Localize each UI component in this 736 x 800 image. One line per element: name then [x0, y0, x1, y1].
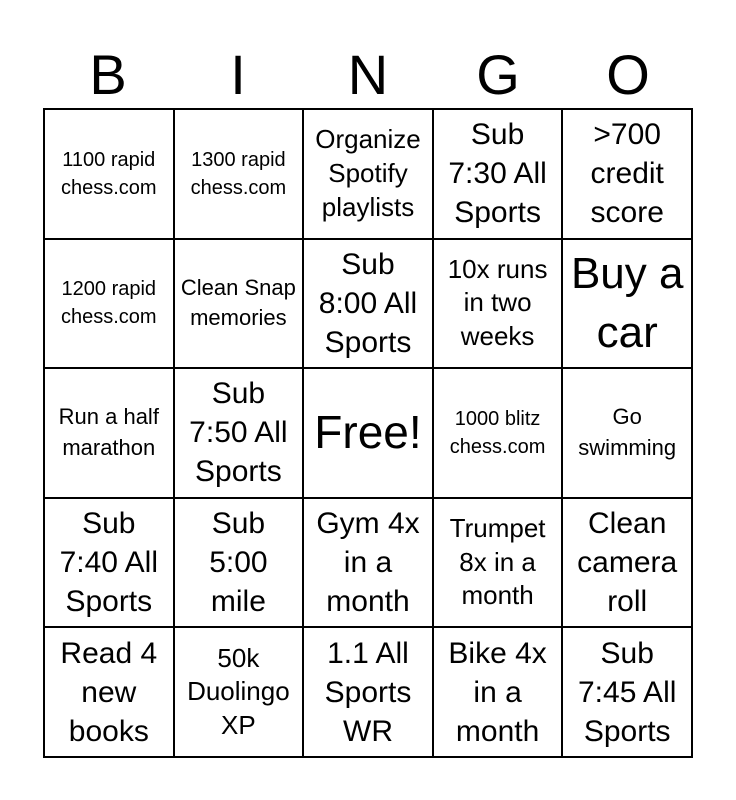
bingo-cell-r5c2[interactable]: 50k Duolingo XP	[174, 627, 304, 757]
bingo-cell-r2c4[interactable]: 10x runs in two weeks	[433, 239, 563, 369]
bingo-cell-r3c1[interactable]: Run a half marathon	[44, 368, 174, 498]
bingo-cell-r3c5[interactable]: Go swimming	[562, 368, 692, 498]
header-letter-i: I	[230, 43, 246, 106]
header-letter-g: G	[476, 43, 520, 106]
bingo-header	[43, 42, 693, 108]
bingo-cell-r3c4[interactable]: 1000 blitz chess.com	[433, 368, 563, 498]
bingo-cell-r1c2[interactable]: 1300 rapid chess.com	[174, 109, 304, 239]
bingo-cell-r5c3[interactable]: 1.1 All Sports WR	[303, 627, 433, 757]
bingo-board	[43, 108, 693, 758]
bingo-cell-r4c3[interactable]: Gym 4x in a month	[303, 498, 433, 628]
bingo-cell-r1c1[interactable]: 1100 rapid chess.com	[44, 109, 174, 239]
bingo-cell-r3c2[interactable]: Sub 7:50 All Sports	[174, 368, 304, 498]
bingo-cell-r2c1[interactable]: 1200 rapid chess.com	[44, 239, 174, 369]
bingo-cell-r4c1[interactable]: Sub 7:40 All Sports	[44, 498, 174, 628]
bingo-cell-r2c2[interactable]: Clean Snap memories	[174, 239, 304, 369]
header-letter-b: B	[89, 43, 127, 106]
header-letter-o: O	[606, 43, 650, 106]
bingo-cell-r1c5[interactable]: >700 credit score	[562, 109, 692, 239]
bingo-cell-r4c4[interactable]: Trumpet 8x in a month	[433, 498, 563, 628]
bingo-cell-free[interactable]: Free!	[303, 368, 433, 498]
bingo-cell-r4c5[interactable]: Clean camera roll	[562, 498, 692, 628]
bingo-cell-r4c2[interactable]: Sub 5:00 mile	[174, 498, 304, 628]
header-letter-n: N	[347, 43, 389, 106]
bingo-cell-r1c3[interactable]: Organize Spotify playlists	[303, 109, 433, 239]
bingo-cell-r2c5[interactable]: Buy a car	[562, 239, 692, 369]
bingo-cell-r5c1[interactable]: Read 4 new books	[44, 627, 174, 757]
bingo-cell-r1c4[interactable]: Sub 7:30 All Sports	[433, 109, 563, 239]
bingo-cell-r2c3[interactable]: Sub 8:00 All Sports	[303, 239, 433, 369]
bingo-cell-r5c5[interactable]: Sub 7:45 All Sports	[562, 627, 692, 757]
bingo-cell-r5c4[interactable]: Bike 4x in a month	[433, 627, 563, 757]
